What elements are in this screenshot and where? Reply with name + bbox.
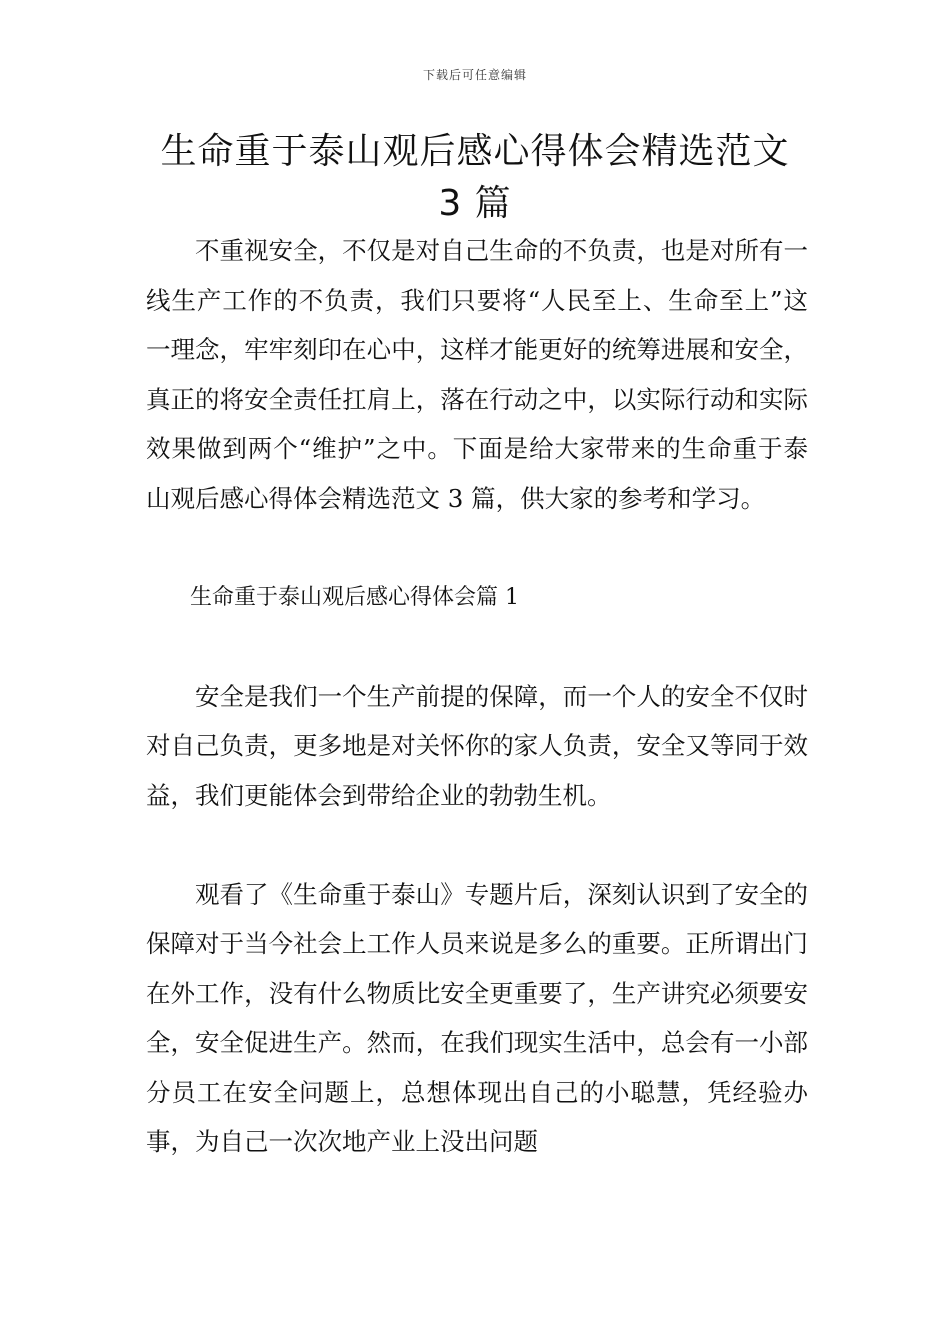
section-heading-1: 生命重于泰山观后感心得体会篇 1 [190, 584, 519, 610]
document-body [146, 226, 808, 1167]
header-note: 下载后可任意编辑 [422, 68, 527, 82]
paragraph-spacer [146, 523, 808, 573]
body-paragraph-2: 观看了《生命重于泰山》专题片后，深刻认识到了安全的保障对于当今社会上工作人员来说是多么的重要。正所谓出门在外工作，没有什么物质比安全更重要了，生产讲究必须要安全，安全促进生产。然而，在我们现实生活中，总会有一小部分员工在安全问题上，总想体现出自己的小聪慧，凭经验办事，为自己一次次地产业上没出问题 [146, 879, 808, 1156]
paragraph-spacer [146, 622, 808, 672]
document-title: 生命重于泰山观后感心得体会精选范文 3 篇 [160, 131, 790, 224]
body-paragraph-1: 安全是我们一个生产前提的保障，而一个人的安全不仅时对自己负责，更多地是对关怀你的家人负责，安全又等同于效益，我们更能体会到带给企业的勃勃生机。 [146, 681, 808, 810]
paragraph-spacer [146, 820, 808, 870]
intro-paragraph: 不重视安全，不仅是对自己生命的不负责，也是对所有一线生产工作的不负责，我们只要将“人民至上、生命至上”这一理念，牢牢刻印在心中，这样才能更好的统筹进展和安全，真正的将安全责任扛肩上，落在行动之中，以实际行动和实际效果做到两个“维护”之中。下面是给大家带来的生命重于泰山观后感心得体会精选范文 3 篇，供大家的参考和学习。 [146, 236, 808, 513]
